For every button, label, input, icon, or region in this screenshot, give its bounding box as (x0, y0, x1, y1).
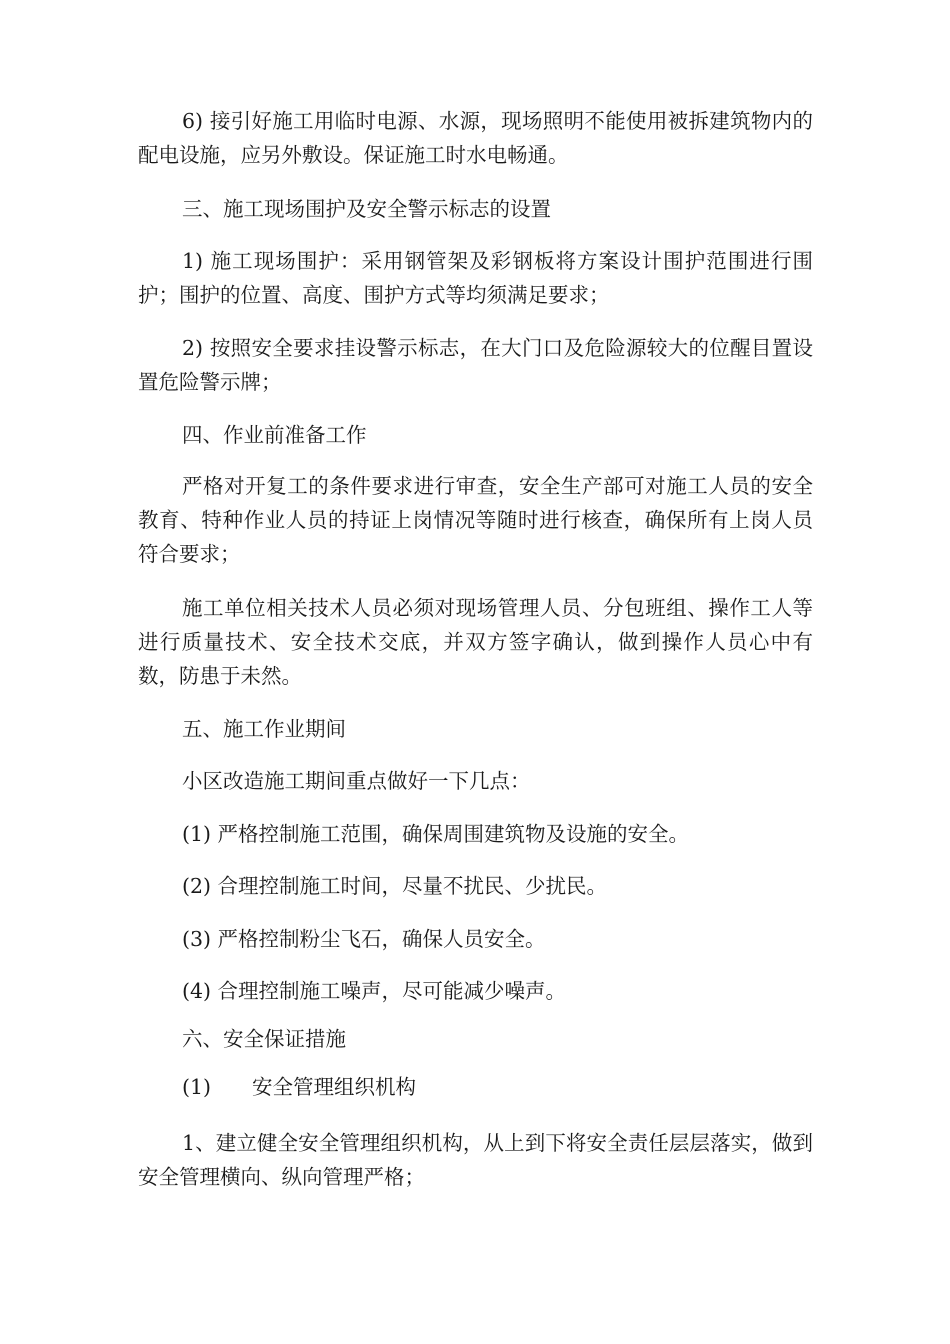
paragraph-technical-briefing: 施工单位相关技术人员必须对现场管理人员、分包班组、操作工人等进行质量技术、安全技术交底，并双方签字确认，做到操作人员心中有数，防患于未然。 (138, 596, 813, 688)
section-heading-5: 五、施工作业期间 (182, 717, 346, 741)
list-item-4: (4) 合理控制施工噪声，尽可能减少噪声。 (182, 979, 567, 1003)
subsection-number: (1) (182, 1075, 212, 1099)
paragraph-power-water-supply: 6) 接引好施工用临时电源、水源，现场照明不能使用被拆建筑物内的配电设施，应另外敷设。保证施工时水电畅通。 (138, 109, 813, 167)
paragraph-safety-organization: 1、建立健全安全管理组织机构，从上到下将安全责任层层落实，做到安全管理横向、纵向管理严格； (138, 1131, 813, 1189)
section-heading-6: 六、安全保证措施 (182, 1027, 346, 1051)
section-heading-3: 三、施工现场围护及安全警示标志的设置 (182, 197, 551, 221)
section-heading-4: 四、作业前准备工作 (182, 423, 367, 447)
paragraph-site-enclosure: 1) 施工现场围护：采用钢管架及彩钢板将方案设计围护范围进行围护；围护的位置、高度、围护方式等均须满足要求； (138, 249, 813, 307)
list-item-2: (2) 合理控制施工时间，尽量不扰民、少扰民。 (182, 874, 608, 898)
paragraph-key-points-intro: 小区改造施工期间重点做好一下几点： (182, 769, 531, 793)
list-item-3: (3) 严格控制粉尘飞石，确保人员安全。 (182, 927, 546, 951)
list-item-1: (1) 严格控制施工范围，确保周围建筑物及设施的安全。 (182, 822, 690, 846)
subsection-title: 安全管理组织机构 (252, 1075, 416, 1099)
paragraph-warning-signs: 2) 按照安全要求挂设警示标志，在大门口及危险源较大的位醒目置设置危险警示牌； (138, 336, 813, 394)
subsection-heading (182, 1070, 416, 1104)
paragraph-inspection: 严格对开复工的条件要求进行审查，安全生产部可对施工人员的安全教育、特种作业人员的持证上岗情况等随时进行核查，确保所有上岗人员符合要求； (138, 474, 813, 566)
